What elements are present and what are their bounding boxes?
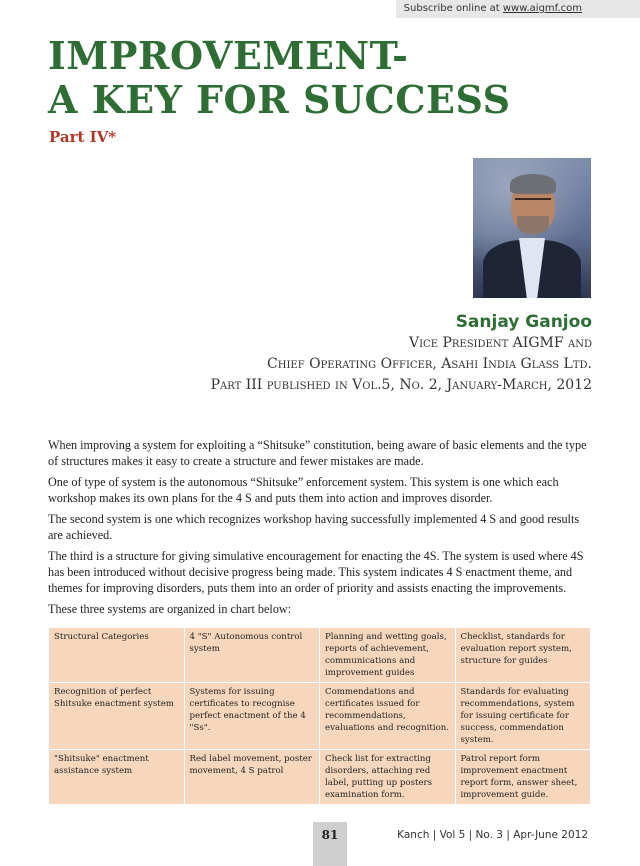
table-cell: Planning and wetting goals, reports of achievement, communications and improvement guides [320,628,456,683]
article-title [48,34,511,122]
author-photo [473,158,591,298]
table-row [49,628,591,683]
page-number: 81 [321,828,339,842]
page-number-tab [313,822,347,866]
paragraph: When improving a system for exploiting a “Shitsuke” constitution, being aware of basic elements and the type of structures makes it easy to create a structure and fewer mistakes are made. [48,438,587,468]
author-affiliation-2: Chief Operating Officer, Asahi India Glass Ltd. [267,356,592,372]
table-cell: 4 "S" Autonomous control system [184,628,320,683]
author-affiliation-1: Vice President AIGMF and [408,335,592,351]
title-line-2: A KEY FOR SUCCESS [48,77,511,122]
part-label: Part IV* [49,128,117,146]
previous-part-note: Part III published in Vol.5, No. 2, January-March, 2012 [210,377,592,393]
article-body [48,437,591,622]
table-cell: Standards for evaluating recommendations, system for issuing certificate for success, commendation system. [455,683,591,750]
table-cell: Systems for issuing certificates to recognise perfect enactment of the 4 "Ss". [184,683,320,750]
table-cell: Commendations and certificates issued for recommendations, evaluations and recognition. [320,683,456,750]
paragraph: The second system is one which recognizes workshop having successfully implemented 4 S and good results are achieved. [48,512,580,542]
issue-info: Kanch | Vol 5 | No. 3 | Apr-June 2012 [397,829,588,841]
table-row [49,683,591,750]
table-row [49,750,591,805]
table-cell: Checklist, standards for evaluation report system, structure for guides [455,628,591,683]
table-cell: Check list for extracting disorders, attaching red label, putting up posters examination form. [320,750,456,805]
subscribe-text [404,3,582,14]
table-cell: Red label movement, poster movement, 4 S patrol [184,750,320,805]
systems-table [48,627,591,805]
paragraph: These three systems are organized in chart below: [48,602,292,616]
top-bar [0,0,640,22]
subscribe-prefix: Subscribe online at [403,3,503,14]
paragraph: The third is a structure for giving simulative encouragement for enacting the 4S. The system is used where 4S has been introduced without decisive progress being made. This system indicates 4 S enactment theme, and themes for improving disorders, puts them into an order of priority and assists enacting the improvements. [48,549,584,595]
subscribe-link[interactable]: www.aigmf.com [502,3,582,14]
table-cell: Structural Categories [49,628,185,683]
table-cell: Patrol report form improvement enactment report form, answer sheet, improvement guide. [455,750,591,805]
author-name: Sanjay Ganjoo [455,312,592,332]
title-line-1: IMPROVEMENT- [48,33,409,78]
table-cell: Recognition of perfect Shitsuke enactment system [49,683,185,750]
table-cell: "Shitsuke" enactment assistance system [49,750,185,805]
paragraph: One of type of system is the autonomous “Shitsuke” enforcement system. This system is one which each workshop makes its own plans for the 4 S and puts them into action and improves disorder. [48,475,559,505]
